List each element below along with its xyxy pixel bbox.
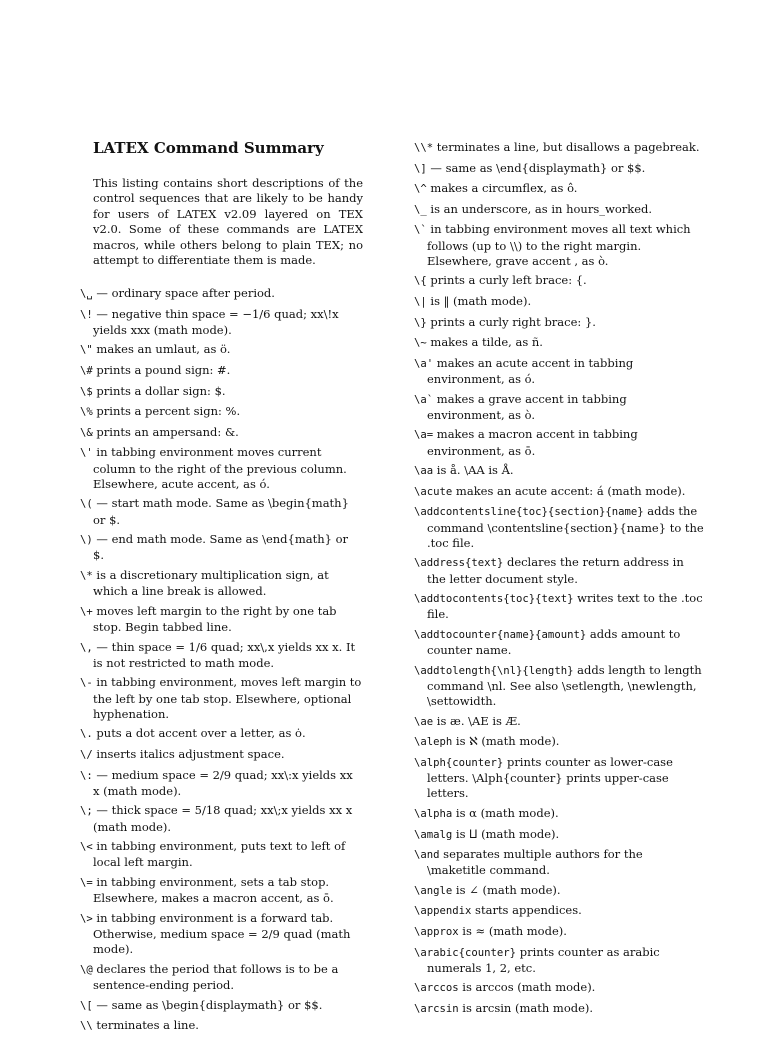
command-name: \^ <box>414 183 427 196</box>
command-description: prints counter as lower-case letters. \Alph{counter} prints upper-case letters. <box>427 754 673 801</box>
command-description: is ∠ (math mode). <box>452 882 561 897</box>
command-entry <box>414 555 704 586</box>
command-name: \, <box>80 641 93 654</box>
command-description: declares the period that follows is to be a sentence-ending period. <box>92 961 339 992</box>
command-name: \alpha <box>414 807 453 820</box>
command-entry <box>80 604 362 635</box>
command-name: \ae <box>414 715 434 728</box>
command-name: \acute <box>414 485 453 498</box>
command-description: in tabbing environment moves current column to the right of the previous column. Elsewhere, acute accent, as ó. <box>92 445 347 491</box>
command-name: \; <box>80 805 93 818</box>
command-entry <box>80 998 362 1014</box>
command-name: \. <box>80 728 93 741</box>
command-name: \~ <box>414 337 427 350</box>
command-description: in tabbing environment, sets a tab stop. Elsewhere, makes a macron accent, as ō. <box>92 874 334 906</box>
command-description: adds length to length command \nl. See also \setlength, \newlength, \settowidth. <box>427 662 702 709</box>
command-name: \% <box>80 406 93 419</box>
command-name: \addtocounter{name}{amount} <box>414 628 587 641</box>
command-name: \and <box>414 849 440 862</box>
command-description: — negative thin space = −1/6 quad; xx\!x yields xxx (math mode). <box>92 306 339 337</box>
command-entry <box>80 404 362 420</box>
command-description: — medium space = 2/9 quad; xx\:x yields xx x (math mode). <box>92 767 353 798</box>
command-entry <box>414 140 704 156</box>
command-name: \␣ <box>80 288 93 300</box>
command-description: makes an acute accent in tabbing environment, as ó. <box>427 355 634 386</box>
command-entry <box>414 484 704 500</box>
command-entry <box>414 161 704 177</box>
command-entry <box>414 181 704 197</box>
command-name: \a= <box>414 429 434 442</box>
command-name: \{ <box>414 275 427 288</box>
command-description: is ‖ (math mode). <box>426 293 532 308</box>
command-description: terminates a line, but disallows a pagebreak. <box>433 140 700 154</box>
command-name: \addcontentsline{toc}{section}{name} <box>414 506 644 519</box>
command-entry <box>80 568 362 599</box>
command-entry <box>80 675 362 722</box>
command-name: \= <box>80 876 93 889</box>
command-description: prints a percent sign: %. <box>92 404 241 419</box>
command-entry <box>80 640 362 671</box>
command-description: is arcsin (math mode). <box>458 1001 594 1016</box>
command-description: — thick space = 5/18 quad; xx\;x yields xx x (math mode). <box>92 803 353 834</box>
command-description: adds the command \contentsline{section}{name} to the .toc file. <box>427 504 704 550</box>
command-entry <box>80 768 362 799</box>
command-entry <box>414 202 704 218</box>
command-name: \' <box>80 447 93 460</box>
command-name: \! <box>80 308 93 321</box>
command-description: is an underscore, as in hours_worked. <box>426 201 653 216</box>
command-description: writes text to the .toc file. <box>427 591 703 622</box>
command-description: — same as \end{displaymath} or $$. <box>426 160 646 175</box>
command-entry <box>414 273 704 289</box>
command-description: — end math mode. Same as \end{math} or $. <box>92 532 349 563</box>
command-description: is å. \AA is Å. <box>433 463 514 478</box>
command-name: \- <box>80 677 93 690</box>
command-name: \addtocontents{toc}{text} <box>414 593 574 606</box>
command-name: \} <box>414 316 427 329</box>
command-description: moves left margin to the right by one tab stop. Begin tabbed line. <box>92 603 337 634</box>
command-name: \amalg <box>414 828 453 841</box>
command-name: \< <box>80 841 93 854</box>
command-description: prints an ampersand: &. <box>92 424 239 439</box>
command-entry <box>414 427 704 458</box>
command-entry <box>80 747 362 763</box>
command-description: in tabbing environment, moves left margin to the left by one tab stop. Elsewhere, optional hyphenation. <box>92 675 362 721</box>
command-entry <box>414 883 704 899</box>
command-description: separates multiple authors for the \maketitle command. <box>427 847 643 878</box>
command-description: is ⨿ (math mode). <box>452 826 560 841</box>
command-description: is ≈ (math mode). <box>458 924 567 939</box>
command-name: \alph{counter} <box>414 756 504 769</box>
command-entry <box>414 627 704 658</box>
command-name: \a` <box>414 393 434 406</box>
left-entry-list <box>80 286 362 1039</box>
command-description: prints a pound sign: #. <box>92 362 231 377</box>
command-entry <box>414 806 704 822</box>
command-entry <box>414 294 704 310</box>
command-description: is arccos (math mode). <box>458 980 596 995</box>
command-description: makes a tilde, as ñ. <box>426 335 543 350</box>
command-description: — ordinary space after period. <box>92 286 275 300</box>
command-name: \addtolength{\nl}{length} <box>414 664 574 677</box>
command-entry <box>414 847 704 878</box>
command-entry <box>80 496 362 527</box>
command-entry <box>80 911 362 958</box>
command-name: \[ <box>80 999 93 1012</box>
command-name: \angle <box>414 884 453 897</box>
page-title: LATEX Command Summary <box>93 139 324 157</box>
command-name: \approx <box>414 926 459 939</box>
command-entry <box>414 463 704 479</box>
command-entry <box>414 980 704 996</box>
command-name: \arabic{counter} <box>414 946 517 959</box>
command-description: inserts italics adjustment space. <box>92 746 285 761</box>
command-entry <box>414 504 704 551</box>
command-name: \* <box>80 569 93 582</box>
command-description: in tabbing environment is a forward tab. Otherwise, medium space = 2/9 quad (math mode). <box>92 910 351 957</box>
command-description: prints counter as arabic numerals 1, 2, etc. <box>427 944 660 975</box>
command-description: — same as \begin{displaymath} or $$. <box>92 997 323 1012</box>
command-entry <box>80 445 362 492</box>
command-name: \: <box>80 769 93 782</box>
command-name: \] <box>414 162 427 175</box>
command-description: is ℵ (math mode). <box>452 734 560 749</box>
command-name: \\ <box>80 1020 93 1033</box>
command-entry <box>80 962 362 993</box>
command-entry <box>414 903 704 919</box>
command-description: makes a grave accent in tabbing environment, as ò. <box>427 391 627 422</box>
command-name: \address{text} <box>414 557 504 570</box>
command-entry <box>80 307 362 338</box>
command-entry <box>414 1001 704 1017</box>
command-entry <box>414 356 704 387</box>
command-name: \` <box>414 224 427 237</box>
command-name: \> <box>80 912 93 925</box>
command-name: \| <box>414 295 427 308</box>
command-name: \$ <box>80 385 93 398</box>
command-name: \) <box>80 534 93 547</box>
command-entry <box>80 875 362 906</box>
command-entry <box>414 315 704 331</box>
command-description: prints a curly left brace: {. <box>426 273 587 288</box>
command-entry <box>414 663 704 710</box>
command-entry <box>80 384 362 400</box>
command-name: \a' <box>414 357 434 370</box>
command-entry <box>414 827 704 843</box>
command-entry <box>414 392 704 423</box>
command-description: prints a curly right brace: }. <box>426 314 596 329</box>
command-name: \& <box>80 426 93 439</box>
command-name: \aleph <box>414 736 453 749</box>
command-description: in tabbing environment moves all text which follows (up to \\) to the right margin. Elsewhere, grave accent , as ò. <box>426 222 691 268</box>
command-description: starts appendices. <box>471 903 582 918</box>
command-entry <box>80 532 362 563</box>
command-name: \aa <box>414 465 434 478</box>
command-entry <box>80 342 362 358</box>
command-entry <box>414 755 704 802</box>
command-description: declares the return address in the letter document style. <box>427 555 684 586</box>
command-name: \" <box>80 344 93 357</box>
command-description: makes a circumflex, as ô. <box>426 181 578 196</box>
command-name: \/ <box>80 748 93 761</box>
command-description: is a discretionary multiplication sign, at which a line break is allowed. <box>92 567 329 599</box>
command-description: puts a dot accent over a letter, as ȯ. <box>92 726 306 741</box>
command-description: terminates a line. <box>92 1018 199 1033</box>
command-entry <box>414 714 704 730</box>
command-entry <box>414 924 704 940</box>
right-entry-list <box>414 140 704 1022</box>
command-name: \( <box>80 498 93 511</box>
command-entry <box>80 726 362 742</box>
command-entry <box>414 945 704 976</box>
command-description: is α (math mode). <box>452 805 559 820</box>
command-description: is æ. \AE is Æ. <box>433 713 521 728</box>
command-entry <box>80 425 362 441</box>
command-description: — start math mode. Same as \begin{math} or $. <box>92 496 349 527</box>
command-name: \arcsin <box>414 1003 459 1016</box>
command-entry <box>80 363 362 379</box>
command-description: in tabbing environment, puts text to left of local left margin. <box>92 839 346 870</box>
command-entry <box>80 1018 362 1034</box>
command-entry <box>80 286 362 302</box>
command-name: \appendix <box>414 905 472 918</box>
command-description: prints a dollar sign: $. <box>92 383 226 398</box>
command-name: \# <box>80 364 93 377</box>
command-entry <box>414 734 704 750</box>
intro-paragraph: This listing contains short descriptions of the control sequences that are likely to be handy for users of LATEX v2.09 layered on TEX v2.0. Some of these commands are LATEX macros, while others belong to plain TEX; no attempt to differentiate them is made. <box>93 176 363 268</box>
command-entry <box>414 335 704 351</box>
command-entry <box>80 839 362 870</box>
command-entry <box>80 803 362 834</box>
command-entry <box>414 591 704 622</box>
command-description: adds amount to counter name. <box>427 626 681 658</box>
command-name: \+ <box>80 605 93 618</box>
command-description: makes an umlaut, as ö. <box>92 342 231 357</box>
command-description: makes an acute accent: á (math mode). <box>452 483 686 498</box>
command-entry <box>414 222 704 269</box>
command-description: makes a macron accent in tabbing environment, as ō. <box>427 427 638 458</box>
command-description: — thin space = 1/6 quad; xx\,x yields xx x. It is not restricted to math mode. <box>92 639 356 670</box>
command-name: \@ <box>80 963 93 976</box>
command-name: \arccos <box>414 982 459 995</box>
command-name: \_ <box>414 203 427 216</box>
command-name: \\* <box>414 142 434 154</box>
